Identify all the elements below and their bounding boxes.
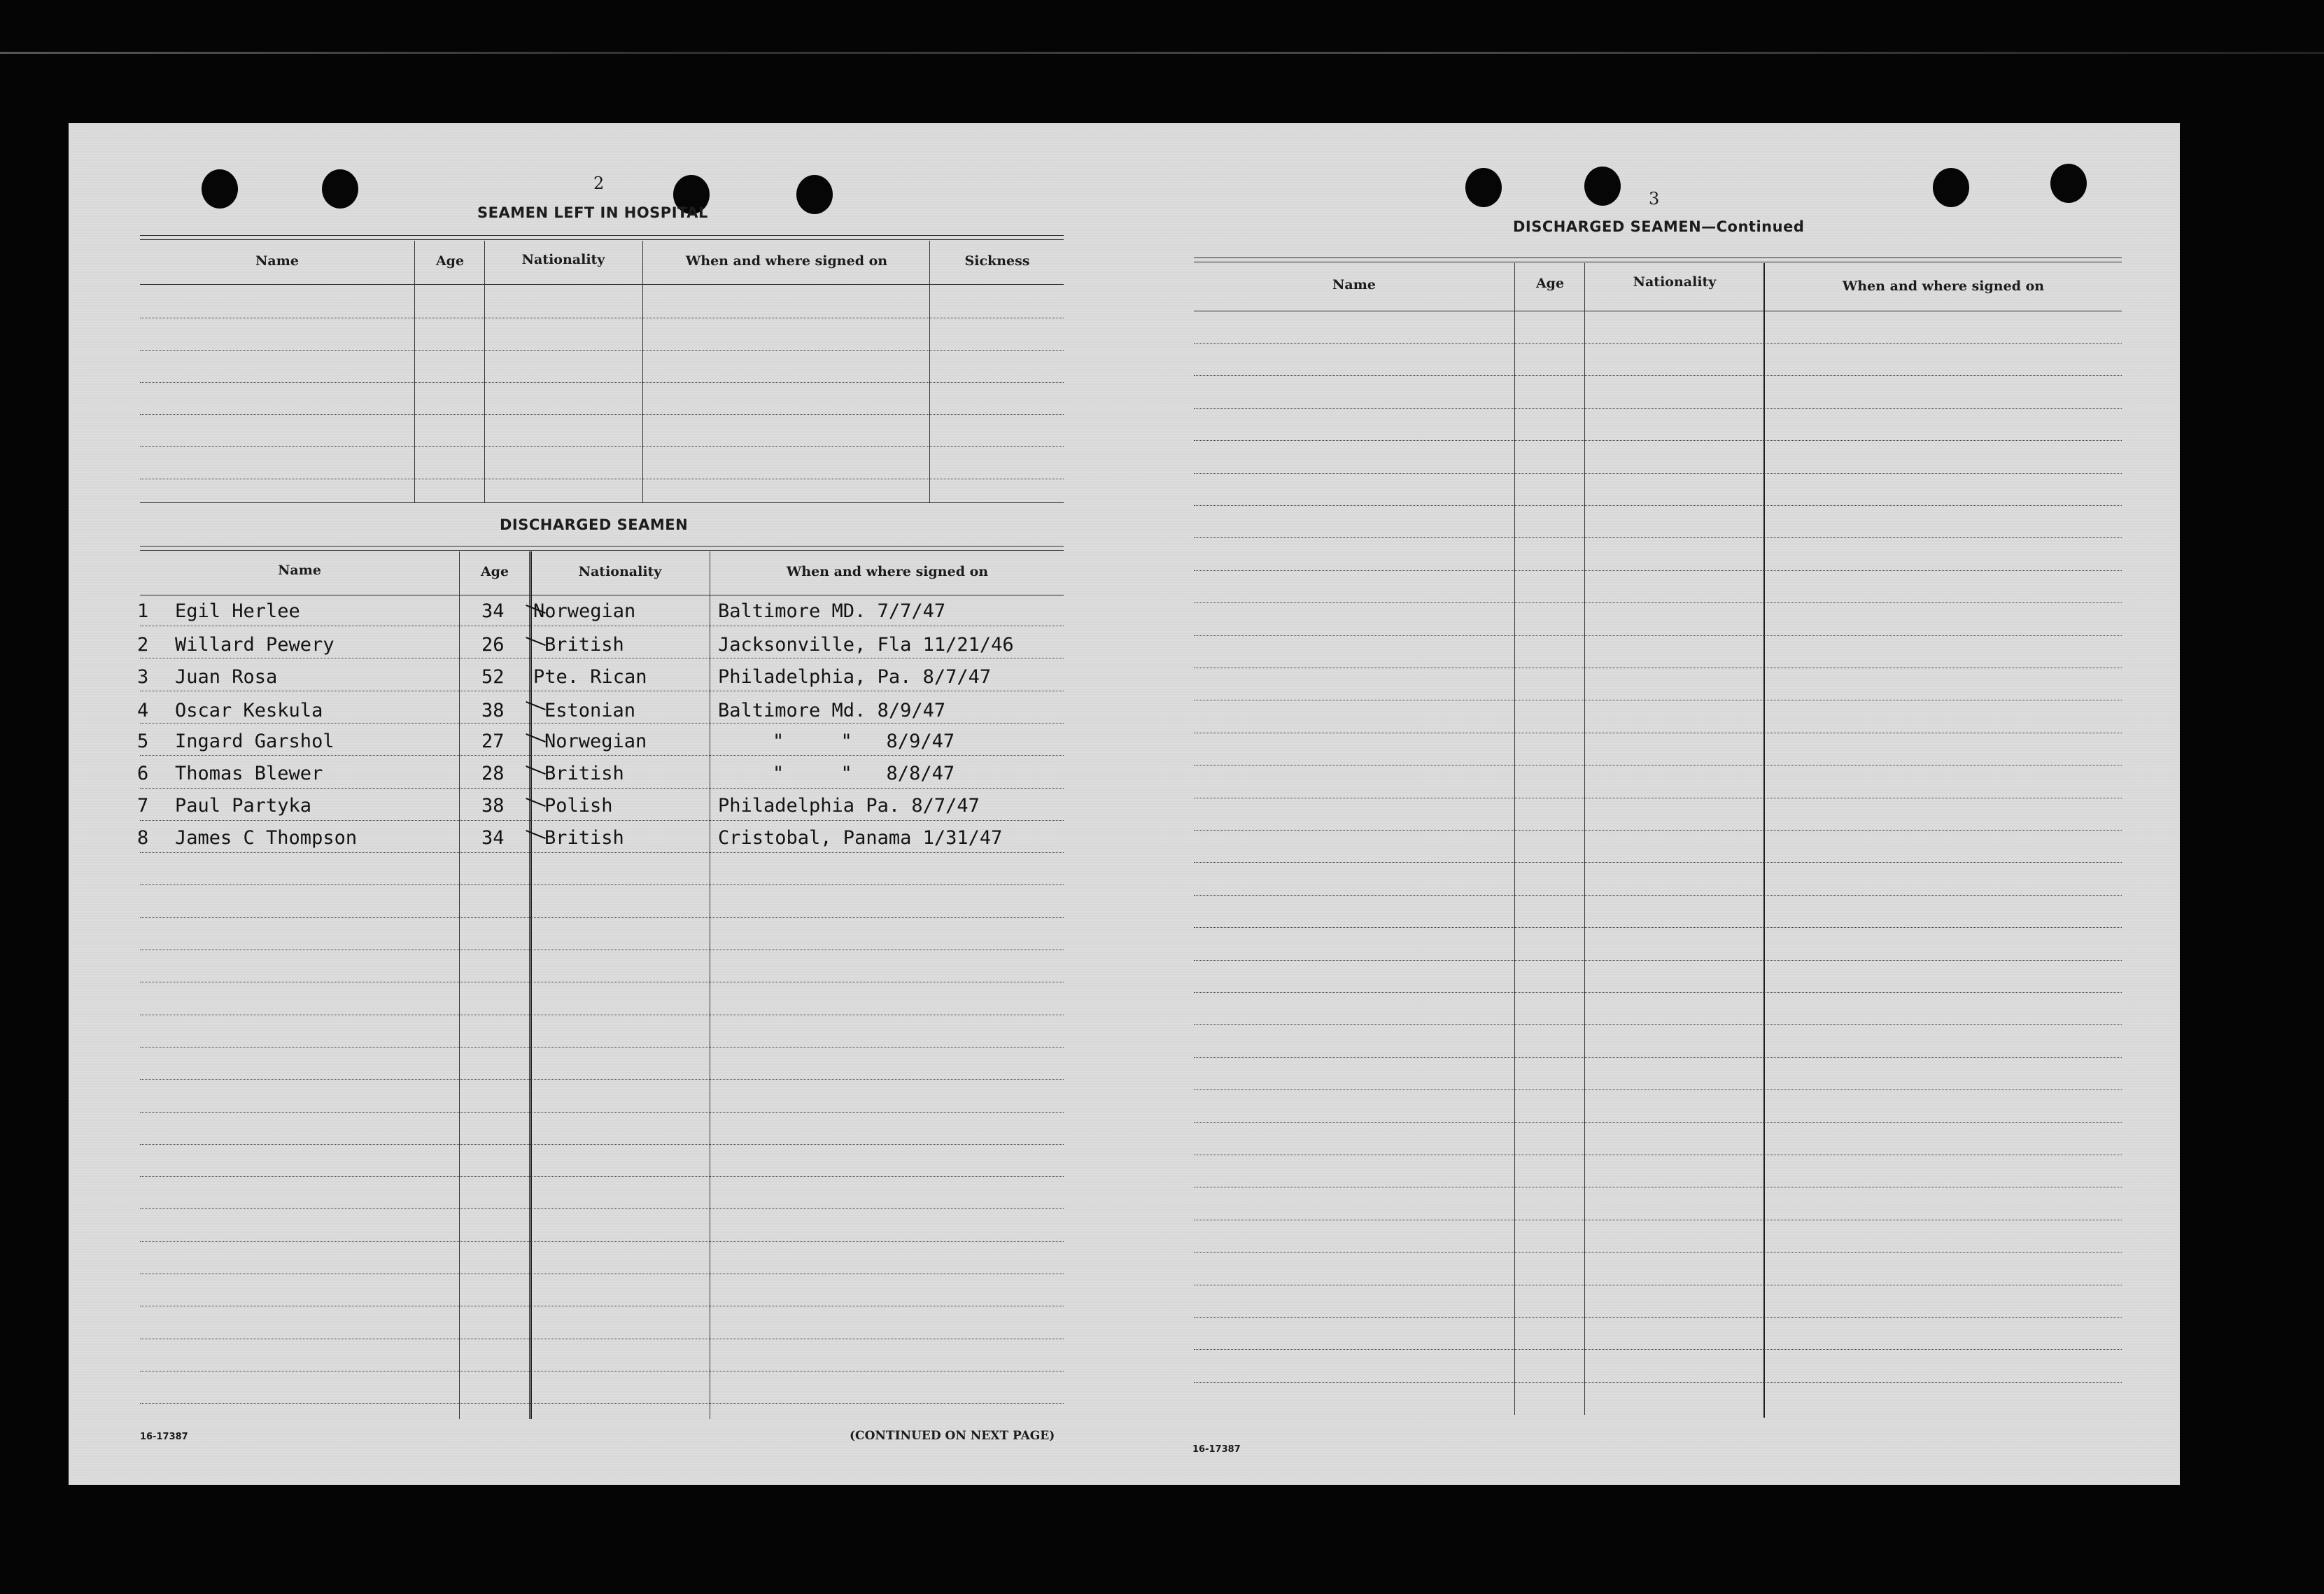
seaman-name: Paul Partyka [175,795,312,817]
seaman-name: Willard Pewery [175,634,334,656]
seaman-nationality: Estonian [544,700,636,721]
punch-hole [796,175,833,214]
entry-line [140,1112,1064,1113]
entry-line [140,1241,1064,1242]
punch-hole [202,169,238,209]
row-number: 6 [137,763,149,784]
row-number: 8 [137,827,149,849]
seaman-nationality: British [544,634,624,656]
entry-line [1194,602,2122,603]
continued-col-signed-on: When and where signed on [1842,278,2045,294]
rule [140,550,1064,551]
continued-note: (CONTINUED ON NEXT PAGE) [850,1429,1055,1443]
punch-hole [322,169,358,209]
continued-col-nationality: Nationality [1633,274,1717,290]
col-divider [459,551,460,1419]
row-number: 2 [137,634,149,656]
page-number-right: 3 [1649,189,1660,209]
hospital-col-signed-on: When and where signed on [685,253,888,269]
seaman-age: 38 [481,700,505,721]
punch-hole [1933,168,1969,207]
entry-line [1194,1317,2122,1318]
seaman-signed-on: Jacksonville, Fla 11/21/46 [718,634,1014,656]
entry-line [1194,635,2122,636]
seaman-age: 27 [481,731,505,752]
col-divider [1584,263,1585,1415]
seaman-age: 28 [481,763,505,784]
entry-line [1194,505,2122,506]
rule [140,239,1064,240]
hospital-col-nationality: Nationality [521,252,605,267]
seaman-age: 38 [481,795,505,817]
seaman-signed-on: Baltimore Md. 8/9/47 [718,700,946,721]
entry-line [1194,862,2122,863]
row-number: 7 [137,795,149,817]
entry-line [140,755,1064,756]
row-number: 1 [137,600,149,622]
rule [140,235,1064,236]
entry-line [140,723,1064,724]
entry-line [140,350,1064,351]
entry-line [1194,343,2122,344]
seaman-nationality: British [544,763,624,784]
col-divider [929,241,930,502]
entry-line [1194,895,2122,896]
seaman-signed-on: Cristobal, Panama 1/31/47 [718,827,1003,849]
col-divider [414,241,415,502]
entry-line [140,382,1064,383]
seaman-name: Oscar Keskula [175,700,323,721]
seaman-age: 34 [481,600,505,622]
entry-line [140,1047,1064,1048]
form-number-left: 16-17387 [140,1432,188,1442]
hospital-col-name: Name [255,253,299,269]
seaman-nationality: Norwegian [533,600,636,622]
row-number: 4 [137,700,149,721]
entry-line [1194,537,2122,538]
form-number-right: 16-17387 [1192,1444,1241,1455]
entry-line [140,446,1064,447]
entry-line [1194,992,2122,993]
entry-line [140,1144,1064,1145]
entry-line [1194,765,2122,766]
seaman-signed-on: " " 8/8/47 [773,763,955,784]
entry-line [140,917,1064,918]
seaman-signed-on: Philadelphia Pa. 8/7/47 [718,795,980,817]
seaman-name: Juan Rosa [175,666,278,688]
crew-list-sheet [69,123,2180,1485]
col-divider [1514,263,1515,1415]
entry-line [1194,1089,2122,1090]
entry-line [1194,408,2122,409]
seaman-age: 52 [481,666,505,688]
entry-line [1194,440,2122,441]
entry-line [1194,473,2122,474]
seaman-signed-on: Philadelphia, Pa. 8/7/47 [718,666,992,688]
discharged-col-nationality: Nationality [578,564,662,579]
hospital-col-age: Age [435,253,465,269]
seaman-nationality: Pte. Rican [533,666,647,688]
punch-hole [1465,168,1502,207]
hospital-section-title: SEAMEN LEFT IN HOSPITAL [477,204,708,221]
entry-line [1194,927,2122,928]
seaman-nationality: Norwegian [544,731,647,752]
punch-hole [1584,167,1621,206]
scan-edge-line [0,52,2324,54]
rule [140,502,1064,503]
seaman-name: James C Thompson [175,827,358,849]
discharged-col-age: Age [480,564,509,579]
col-divider [1763,263,1765,1418]
entry-line [1194,1122,2122,1123]
seaman-signed-on: " " 8/9/47 [773,731,955,752]
col-divider [530,551,532,1419]
continued-col-age: Age [1535,276,1565,291]
page-number-left: 2 [593,174,605,193]
entry-line [140,788,1064,789]
entry-line [1194,830,2122,831]
entry-line [1194,1349,2122,1350]
discharged-continued-title: DISCHARGED SEAMEN—Continued [1513,218,1805,235]
entry-line [140,414,1064,415]
seaman-name: Ingard Garshol [175,731,334,752]
entry-line [140,1208,1064,1209]
seaman-name: Egil Herlee [175,600,300,622]
entry-line [140,884,1064,885]
entry-line [1194,570,2122,571]
entry-line [1194,1382,2122,1383]
entry-line [140,820,1064,821]
col-divider [484,241,485,502]
discharged-col-name: Name [278,563,321,578]
seaman-name: Thomas Blewer [175,763,323,784]
row-number: 5 [137,731,149,752]
continued-col-name: Name [1332,277,1376,292]
entry-line [1194,1024,2122,1025]
seaman-signed-on: Baltimore MD. 7/7/47 [718,600,946,622]
entry-line [140,1403,1064,1404]
entry-line [1194,375,2122,376]
punch-hole [2050,164,2087,203]
seaman-nationality: British [544,827,624,849]
seaman-age: 34 [481,827,505,849]
discharged-col-signed-on: When and where signed on [786,564,989,579]
hospital-col-sickness: Sickness [964,253,1030,269]
col-divider [642,241,643,502]
rule [140,284,1064,285]
discharged-section-title: DISCHARGED SEAMEN [500,516,689,533]
entry-line [140,852,1064,853]
entry-line [1194,1057,2122,1058]
col-divider [529,551,530,1419]
row-number: 3 [137,666,149,688]
entry-line [140,1176,1064,1177]
entry-line [1194,1252,2122,1253]
entry-line [1194,960,2122,961]
seaman-age: 26 [481,634,505,656]
seaman-nationality: Polish [544,795,613,817]
entry-line [140,1079,1064,1080]
